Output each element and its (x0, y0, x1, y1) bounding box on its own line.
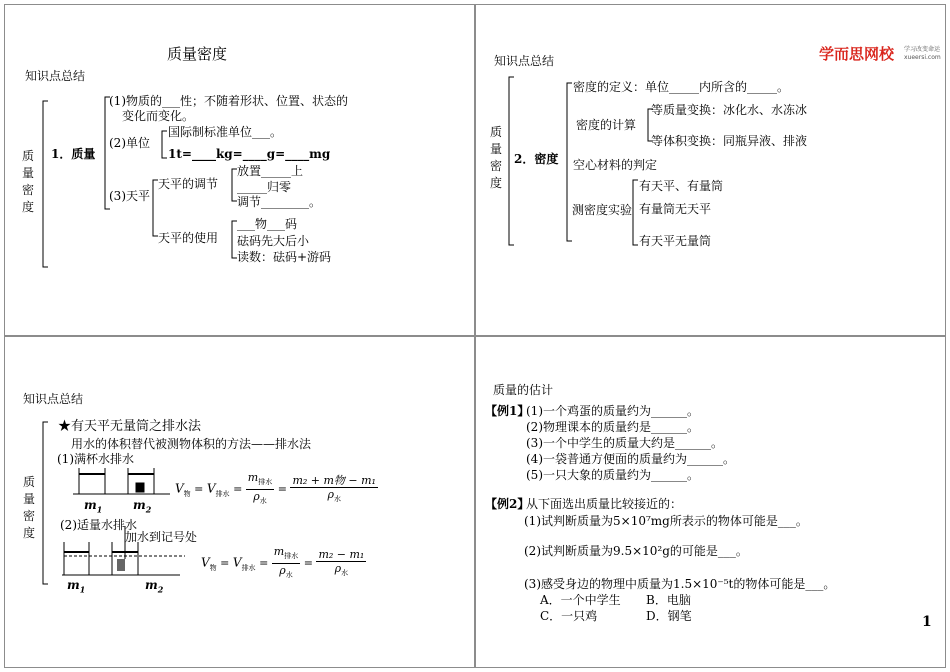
node-density: 2．密度 (514, 152, 559, 166)
label-m1-fig2: $m_1$ (67, 578, 86, 595)
node-exp-balance-only: 有天平无量筒 (639, 234, 712, 248)
method-title: ★有天平无量筒之排水法 (58, 419, 202, 434)
node-unit-si: 国际制标准单位___。 (168, 125, 283, 139)
method-description: 用水的体积替代被测物体积的方法——排水法 (71, 437, 312, 451)
node-unit-conversion: 1t=____kg=____g=____mg (168, 147, 331, 161)
option-c: C．一只鸡 (540, 609, 598, 623)
section-heading: 知识点总结 (494, 54, 555, 68)
node-mass-property-cont: 变化而变化。 (122, 109, 195, 123)
node-calc-equal-mass: 等质量变换：冰化水、水冻冰 (651, 103, 808, 117)
node-mass-property: (1)物质的___性；不随着形状、位置、状态的 (109, 94, 348, 108)
node-balance: (3)天平 (109, 189, 150, 203)
node-balance-adjust: 天平的调节 (158, 177, 219, 191)
example-2-q1: (1)试判断质量为5×10⁷mg所表示的物体可能是___。 (524, 514, 808, 528)
formula-full-cup: $V_物 = V_{排水}$ = $\frac{m_{排水}}{\rho_水}$ = $\frac{\text{m₂ + m物 − m₁}}{\rho_水}$ (175, 471, 376, 506)
node-use-left-right: ___物___码 (237, 217, 298, 231)
option-a: A．一个中学生 (540, 593, 621, 607)
node-adjust-zero: _____归零 (237, 180, 292, 194)
example-1-q3: (3)一个中学生的质量大约是______。 (526, 436, 723, 450)
node-density-experiment-label: 测密度实验 (572, 203, 633, 217)
tree-root-label: 质量密度 (21, 149, 34, 214)
node-adjust-place: 放置_____上 (237, 164, 304, 178)
label-m2-fig2: $m_2$ (145, 578, 164, 595)
example-1-q4: (4)一袋普通方便面的质量约为______。 (526, 452, 735, 466)
node-unit: (2)单位 (109, 136, 150, 150)
slide-3 (4, 336, 475, 668)
example-2-intro: 从下面选出质量比较接近的： (526, 497, 683, 511)
node-density-experiment (572, 202, 632, 218)
node-use-weights-order: 砝码先大后小 (237, 234, 310, 248)
node-calc-equal-volume: 等体积变换：同瓶异液、排液 (651, 134, 808, 148)
node-exp-cylinder-only: 有量筒无天平 (639, 202, 712, 216)
slide-4 (475, 336, 946, 668)
case-proper-water: (2)适量水排水 (60, 518, 137, 532)
section-heading: 质量的估计 (493, 383, 554, 397)
example-1-q2: (2)物理课本的质量约是______。 (526, 420, 699, 434)
section-heading: 知识点总结 (25, 69, 86, 83)
page-title: 质量密度 (167, 45, 228, 63)
example-1-q1: (1)一个鸡蛋的质量约为______。 (526, 404, 699, 418)
label-m2-fig1: $m_2$ (133, 498, 152, 515)
node-adjust-tune: 调节________。 (237, 195, 322, 209)
section-heading: 知识点总结 (23, 392, 84, 406)
node-use-reading: 读数：砝码+游码 (237, 250, 332, 264)
node-density-calculation: 密度的计算 (576, 118, 637, 132)
node-exp-balance-cylinder: 有天平、有量筒 (639, 179, 724, 193)
example-2-q3: (3)感受身边的物理中质量为1.5×10⁻⁵t的物体可能是___。 (524, 577, 836, 591)
example-1-label: 【例1】 (485, 404, 530, 418)
brand-logo: 学而思网校 (819, 45, 895, 63)
label-m1-fig1: $m_1$ (84, 498, 103, 515)
node-hollow-material: 空心材料的判定 (573, 158, 658, 172)
option-d: D．钢笔 (646, 609, 692, 623)
tree-root-label: 质量密度 (22, 475, 35, 540)
example-1-q5: (5)一只大象的质量约为______。 (526, 468, 699, 482)
example-2-q2: (2)试判断质量为9.5×10²g的可能是___。 (524, 544, 748, 558)
case-full-cup: (1)满杯水排水 (57, 452, 134, 466)
node-mass: 1．质量 (51, 147, 96, 161)
node-balance-use: 天平的使用 (158, 231, 219, 245)
option-b: B．电脑 (646, 593, 691, 607)
note-fill-to-mark: 加水到记号处 (125, 530, 198, 544)
example-2-label: 【例2】 (485, 497, 530, 511)
node-density-definition: 密度的定义：单位_____内所含的_____。 (573, 80, 790, 94)
brand-tagline: 学习改变命运 (904, 46, 941, 53)
brand-url: xueersi.com (904, 54, 941, 61)
formula-proper-water: $V_物 = V_{排水}$ = $\frac{m_{排水}}{\rho_水}$ = $\frac{\text{m₂ − m₁}}{\rho_水}$ (201, 545, 365, 580)
tree-root-label: 质量密度 (489, 125, 502, 190)
slide-2 (475, 4, 946, 336)
page-number: 1 (922, 614, 932, 630)
slide-1 (4, 4, 475, 336)
